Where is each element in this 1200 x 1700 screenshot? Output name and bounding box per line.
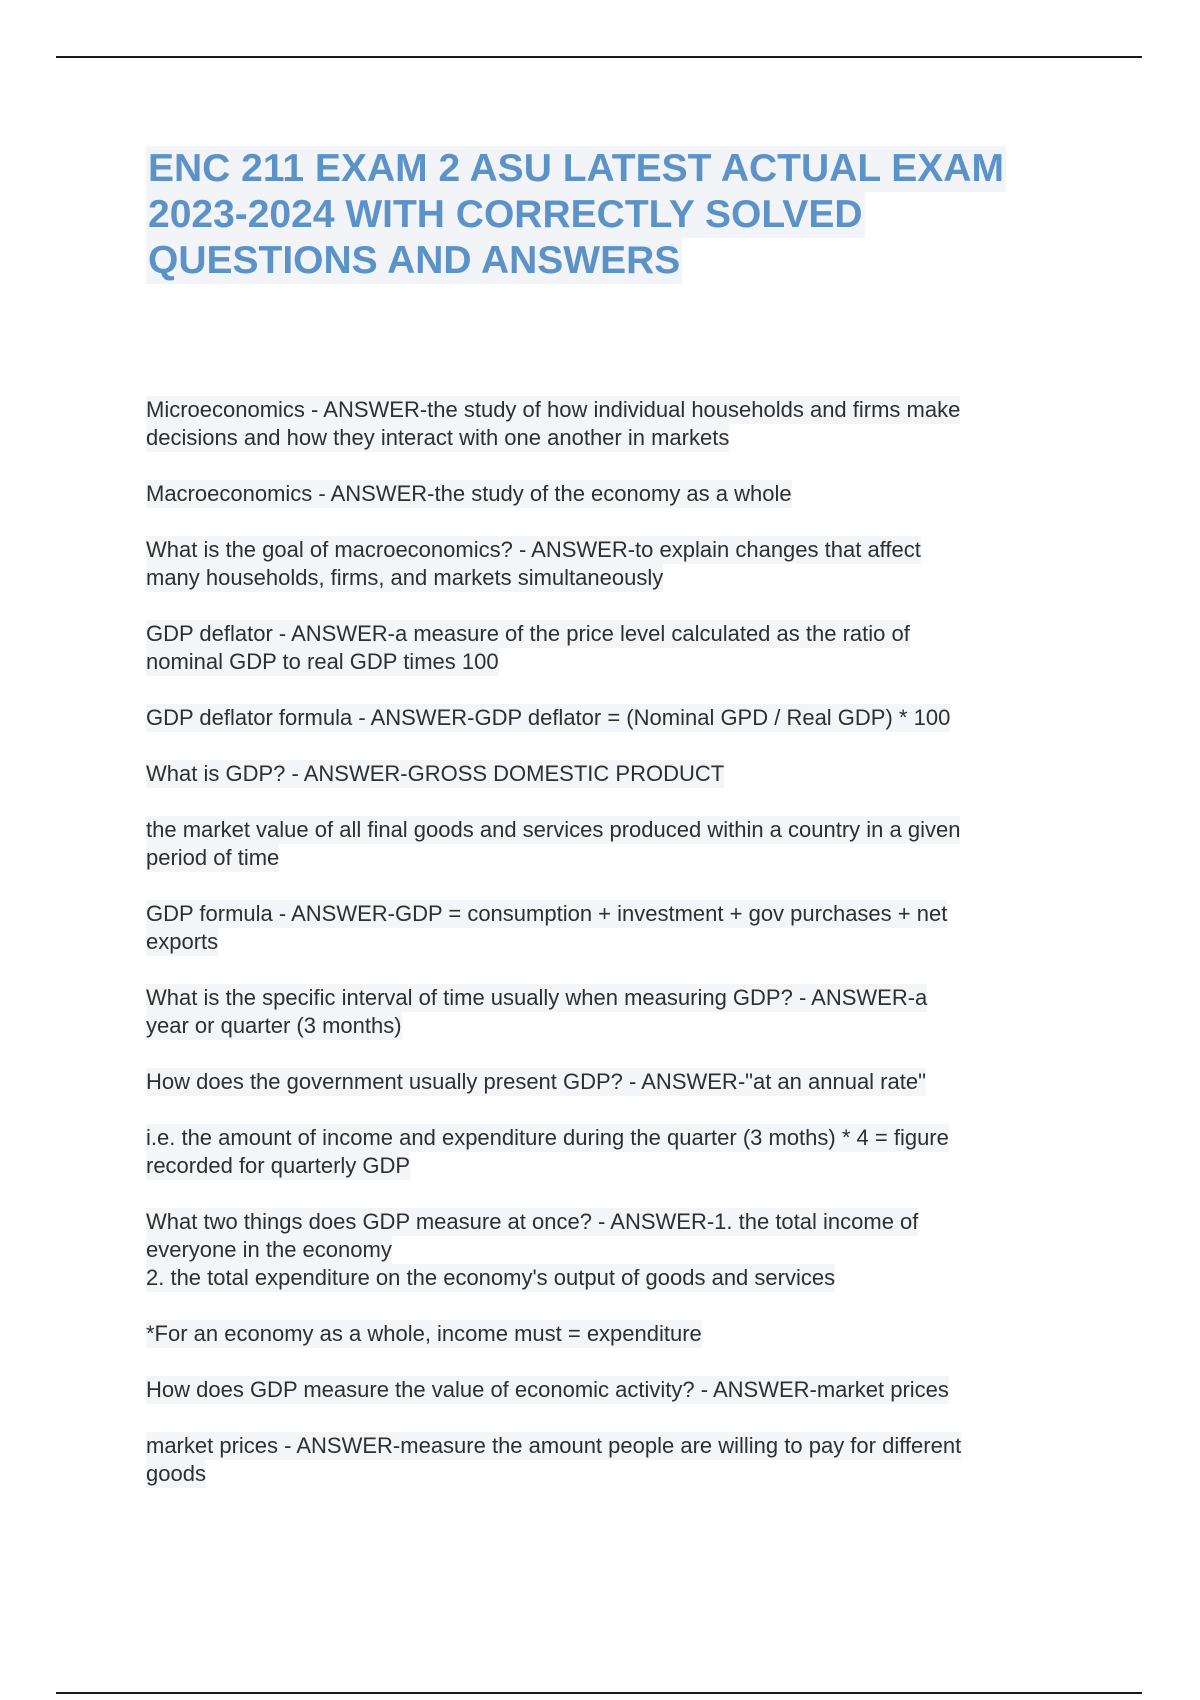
qa-line: period of time bbox=[146, 845, 280, 870]
qa-item bbox=[146, 984, 1046, 1040]
qa-item bbox=[146, 900, 1046, 956]
qa-item bbox=[146, 704, 1046, 732]
qa-line: recorded for quarterly GDP bbox=[146, 1153, 411, 1178]
qa-line: i.e. the amount of income and expenditure during the quarter (3 moths) * 4 = figure bbox=[146, 1125, 949, 1150]
qa-item bbox=[146, 1208, 1046, 1292]
qa-line: year or quarter (3 months) bbox=[146, 1013, 402, 1038]
qa-line: GDP deflator - ANSWER-a measure of the price level calculated as the ratio of bbox=[146, 621, 910, 646]
title-line: QUESTIONS AND ANSWERS bbox=[148, 239, 681, 282]
qa-item bbox=[146, 396, 1046, 452]
bottom-rule bbox=[56, 1692, 1142, 1694]
title-line: 2023-2024 WITH CORRECTLY SOLVED bbox=[148, 193, 863, 236]
qa-line: What two things does GDP measure at once? - ANSWER-1. the total income of bbox=[146, 1209, 919, 1234]
qa-line: How does the government usually present GDP? - ANSWER-"at an annual rate" bbox=[146, 1069, 926, 1094]
qa-line: What is the specific interval of time usually when measuring GDP? - ANSWER-a bbox=[146, 985, 928, 1010]
qa-item bbox=[146, 536, 1046, 592]
qa-item bbox=[146, 480, 1046, 508]
qa-line: exports bbox=[146, 929, 219, 954]
qa-line: GDP deflator formula - ANSWER-GDP deflator = (Nominal GPD / Real GDP) * 100 bbox=[146, 705, 951, 730]
qa-line: market prices - ANSWER-measure the amount people are willing to pay for different bbox=[146, 1433, 962, 1458]
qa-line: everyone in the economy bbox=[146, 1237, 392, 1262]
qa-item bbox=[146, 760, 1046, 788]
qa-line: nominal GDP to real GDP times 100 bbox=[146, 649, 499, 674]
qa-item bbox=[146, 1068, 1046, 1096]
qa-line: *For an economy as a whole, income must = expenditure bbox=[146, 1321, 702, 1346]
qa-line: decisions and how they interact with one another in markets bbox=[146, 425, 730, 450]
qa-line: 2. the total expenditure on the economy's output of goods and services bbox=[146, 1265, 836, 1290]
document-title bbox=[146, 146, 1046, 284]
title-line: ENC 211 EXAM 2 ASU LATEST ACTUAL EXAM bbox=[148, 147, 1004, 190]
qa-content bbox=[146, 396, 1046, 1516]
qa-line: many households, firms, and markets simultaneously bbox=[146, 565, 664, 590]
qa-item bbox=[146, 1376, 1046, 1404]
qa-line: goods bbox=[146, 1461, 206, 1486]
qa-item bbox=[146, 1320, 1046, 1348]
qa-line: What is GDP? - ANSWER-GROSS DOMESTIC PRODUCT bbox=[146, 761, 725, 786]
qa-item bbox=[146, 1124, 1046, 1180]
qa-line: Microeconomics - ANSWER-the study of how individual households and firms make bbox=[146, 397, 961, 422]
qa-line: Macroeconomics - ANSWER-the study of the economy as a whole bbox=[146, 481, 792, 506]
qa-item bbox=[146, 816, 1046, 872]
qa-line: the market value of all final goods and services produced within a country in a given bbox=[146, 817, 961, 842]
qa-line: How does GDP measure the value of economic activity? - ANSWER-market prices bbox=[146, 1377, 949, 1402]
top-rule bbox=[56, 56, 1142, 58]
qa-item bbox=[146, 1432, 1046, 1488]
qa-line: What is the goal of macroeconomics? - ANSWER-to explain changes that affect bbox=[146, 537, 921, 562]
qa-item bbox=[146, 620, 1046, 676]
qa-line: GDP formula - ANSWER-GDP = consumption + investment + gov purchases + net bbox=[146, 901, 948, 926]
